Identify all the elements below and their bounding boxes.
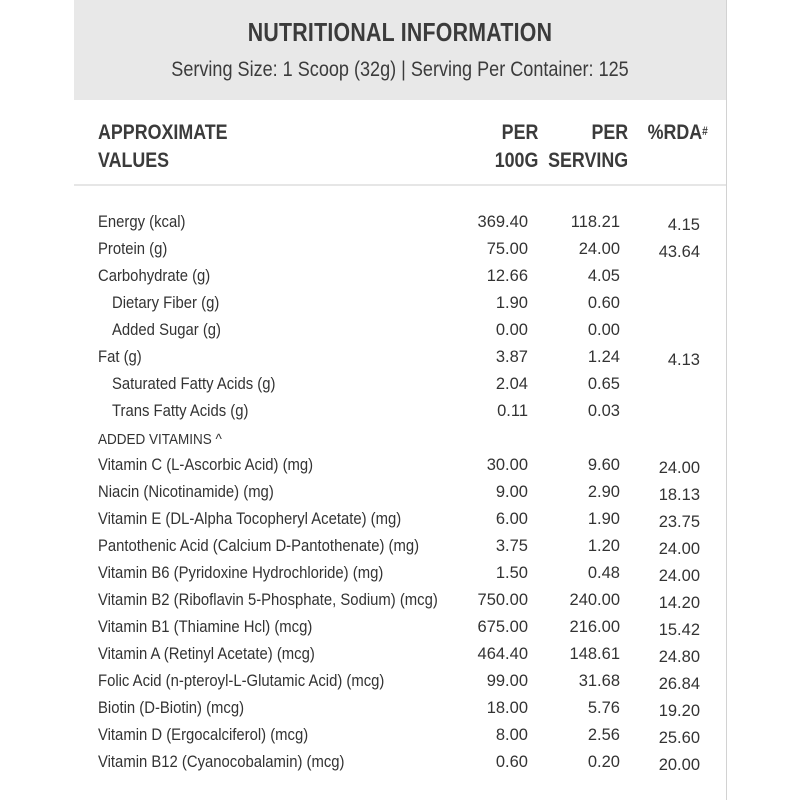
per-serving-value: 118.21 [570,213,620,231]
nutrient-label: Protein (g) [98,240,168,258]
nutrient-label: Vitamin B1 (Thiamine Hcl) (mcg) [98,618,313,636]
table-row [74,453,726,480]
table-row [74,642,726,669]
section-heading-row [74,426,726,453]
serving-info: Serving Size: 1 Scoop (32g) | Serving Per Container: 125 [171,58,629,81]
per-serving-value: 24.00 [578,240,620,258]
per-serving-value: 0.48 [587,564,620,582]
per-100g-value: 2.04 [495,375,528,393]
nutrient-label: Niacin (Nicotinamide) (mg) [98,483,274,501]
per-serving-value: 0.65 [587,375,620,393]
rda-value: 19.20 [658,702,700,720]
per-serving-value: 216.00 [569,618,620,636]
per-serving-value: 0.20 [587,753,620,771]
per-100g-value: 9.00 [495,483,528,501]
per-serving-value: 240.00 [569,591,620,609]
per-100g-value: 1.50 [495,564,528,582]
column-header-values-line2: VALUES [98,149,170,172]
rda-value: 4.15 [667,216,700,234]
per-serving-value: 2.56 [587,726,620,744]
rda-value: 24.00 [658,459,700,477]
nutrient-label: ADDED VITAMINS ^ [98,431,222,448]
per-100g-value: 6.00 [495,510,528,528]
rda-value: 24.00 [658,540,700,558]
header-divider [74,184,726,186]
rda-footnote-mark: # [702,124,708,138]
nutrient-label: Vitamin B6 (Pyridoxine Hydrochloride) (mg) [98,564,384,582]
rda-value: 25.60 [658,729,700,747]
table-row [74,750,726,777]
column-header-rda-label: %RDA [647,121,703,144]
nutrient-label: Dietary Fiber (g) [112,294,220,312]
nutrient-label: Saturated Fatty Acids (g) [112,375,276,393]
rda-value: 4.13 [667,351,700,369]
per-100g-value: 12.66 [486,267,528,285]
per-serving-value: 1.90 [587,510,620,528]
table-row [74,372,726,399]
per-100g-value: 8.00 [495,726,528,744]
nutrient-label: Biotin (D-Biotin) (mcg) [98,699,245,717]
rda-value: 18.13 [658,486,700,504]
nutrient-label: Vitamin E (DL-Alpha Tocopheryl Acetate) (mg) [98,510,402,528]
per-serving-value: 5.76 [587,699,620,717]
nutrient-label: Vitamin A (Retinyl Acetate) (mcg) [98,645,315,663]
rda-value: 15.42 [658,621,700,639]
nutrient-label: Energy (kcal) [98,213,186,231]
table-row [74,669,726,696]
per-serving-value: 0.00 [587,321,620,339]
nutrient-label: Vitamin B12 (Cyanocobalamin) (mcg) [98,753,345,771]
column-header-per-serving [548,119,628,175]
table-row [74,210,726,237]
rda-value: 43.64 [658,243,700,261]
nutrient-label: Vitamin C (L-Ascorbic Acid) (mg) [98,456,314,474]
per-100g-value: 99.00 [486,672,528,690]
per-100g-value: 464.40 [477,645,528,663]
table-row [74,534,726,561]
column-header-per-100g [494,119,538,175]
per-100g-value: 75.00 [486,240,528,258]
nutrient-label: Vitamin B2 (Riboflavin 5-Phosphate, Sodium) (mcg) [98,591,438,609]
table-row [74,480,726,507]
column-header-per-serving-line2: SERVING [547,149,628,172]
rda-value: 24.00 [658,567,700,585]
table-row [74,507,726,534]
column-header-rda [648,119,708,147]
rda-value: 14.20 [658,594,700,612]
per-serving-value: 4.05 [587,267,620,285]
table-row [74,399,726,426]
table-row [74,561,726,588]
table-row [74,291,726,318]
per-serving-value: 1.20 [587,537,620,555]
table-row [74,237,726,264]
table-row [74,588,726,615]
nutrient-label: Carbohydrate (g) [98,267,211,285]
per-100g-value: 3.87 [495,348,528,366]
rda-value: 24.80 [658,648,700,666]
table-row [74,264,726,291]
per-100g-value: 3.75 [495,537,528,555]
nutrient-label: Folic Acid (n-pteroyl-L-Glutamic Acid) (mcg) [98,672,385,690]
table-row [74,615,726,642]
table-row [74,318,726,345]
rda-value: 23.75 [658,513,700,531]
per-serving-value: 1.24 [587,348,620,366]
rda-value: 26.84 [658,675,700,693]
per-100g-value: 30.00 [486,456,528,474]
per-serving-value: 2.90 [587,483,620,501]
per-100g-value: 750.00 [477,591,528,609]
per-100g-value: 18.00 [486,699,528,717]
per-serving-value: 148.61 [569,645,620,663]
per-100g-value: 0.60 [495,753,528,771]
per-serving-value: 31.68 [578,672,620,690]
per-serving-value: 0.60 [587,294,620,312]
column-header-per-100g-line1: PER [501,121,538,144]
table-row [74,696,726,723]
column-header-values [98,119,228,175]
nutrient-label: Pantothenic Acid (Calcium D-Pantothenate) (mg) [98,537,420,555]
per-100g-value: 0.11 [497,402,528,420]
column-header-per-serving-line1: PER [591,121,628,144]
column-header-per-100g-line2: 100G [494,149,538,172]
nutrient-label: Added Sugar (g) [112,321,221,339]
nutrition-table [74,210,726,777]
nutrient-label: Fat (g) [98,348,142,366]
per-100g-value: 0.00 [495,321,528,339]
per-100g-value: 1.90 [495,294,528,312]
per-serving-value: 0.03 [587,402,620,420]
panel-title: NUTRITIONAL INFORMATION [247,17,553,47]
nutrient-label: Trans Fatty Acids (g) [112,402,249,420]
table-row [74,723,726,750]
per-100g-value: 369.40 [477,213,528,231]
column-header-values-line1: APPROXIMATE [98,121,228,144]
table-row [74,345,726,372]
per-100g-value: 675.00 [477,618,528,636]
nutrition-header [74,0,726,100]
nutrition-panel [74,0,727,800]
per-serving-value: 9.60 [587,456,620,474]
rda-value: 20.00 [658,756,700,774]
nutrient-label: Vitamin D (Ergocalciferol) (mcg) [98,726,309,744]
